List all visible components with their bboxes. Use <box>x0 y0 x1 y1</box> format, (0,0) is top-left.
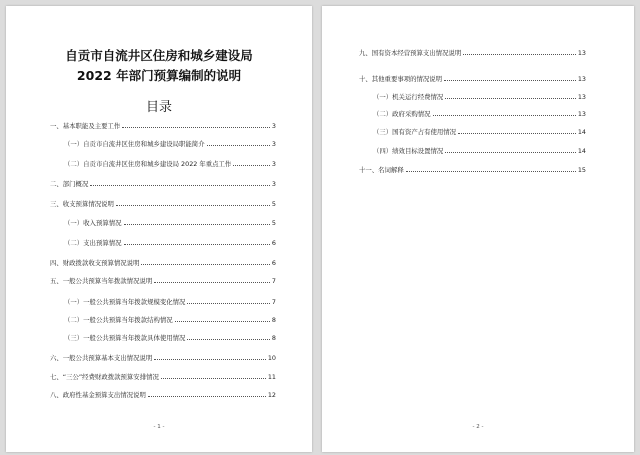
toc-entry-label: （二）自贡市自流井区住房和城乡建设局 2022 年重点工作 <box>64 159 232 168</box>
toc-entry[interactable] <box>50 386 276 398</box>
toc-entry-page: 3 <box>271 139 276 148</box>
toc-entry-label: 二、部门概况 <box>50 179 89 188</box>
toc-entry-label: （四）绩效目标设置情况 <box>373 146 444 155</box>
toc-entry[interactable] <box>373 105 586 117</box>
toc-entry-label: 四、财政拨款收支预算情况说明 <box>50 258 140 267</box>
toc-dot-leader <box>175 321 270 322</box>
toc-dot-leader <box>444 80 576 81</box>
toc-entry-page: 5 <box>271 199 276 208</box>
toc-entry[interactable] <box>50 272 276 284</box>
toc-entry-page: 3 <box>271 121 276 130</box>
toc-heading: 目录 <box>145 100 172 115</box>
toc-entry-label: （一）一般公共预算当年拨款规模变化情况 <box>64 297 186 306</box>
toc-entry[interactable] <box>64 135 276 147</box>
toc-entry[interactable] <box>359 70 586 82</box>
toc-entry-label: （一）收入预算情况 <box>64 218 122 227</box>
toc-entry-page: 8 <box>271 333 276 342</box>
toc-entry[interactable] <box>64 311 276 323</box>
toc-entry-page: 3 <box>271 179 276 188</box>
toc-entry[interactable] <box>64 329 276 341</box>
toc-entry-label: （一）自贡市自流井区住房和城乡建设局职能简介 <box>64 139 205 148</box>
toc-entry[interactable] <box>359 44 586 56</box>
toc-entry[interactable] <box>50 368 276 380</box>
toc-dot-leader <box>161 378 266 379</box>
toc-entry[interactable] <box>64 155 276 167</box>
toc-entry-page: 13 <box>577 74 586 83</box>
toc-entry-label: 八、政府性基金预算支出情况说明 <box>50 390 146 399</box>
page-number-right: - 2 - <box>472 424 484 430</box>
toc-entry-label: （二）一般公共预算当年拨款结构情况 <box>64 315 173 324</box>
toc-entry-page: 13 <box>577 92 586 101</box>
toc-entry-label: 六、一般公共预算基本支出情况说明 <box>50 353 153 362</box>
toc-entry[interactable] <box>64 293 276 305</box>
toc-entry[interactable] <box>373 123 586 135</box>
toc-entry[interactable] <box>359 161 586 173</box>
toc-entry-page: 3 <box>271 159 276 168</box>
toc-entry[interactable] <box>373 142 586 154</box>
toc-dot-leader <box>124 244 270 245</box>
toc-dot-leader <box>463 54 576 55</box>
toc-entry-page: 6 <box>271 258 276 267</box>
toc-entry-page: 5 <box>271 218 276 227</box>
toc-entry-label: （三）一般公共预算当年拨款具体使用情况 <box>64 333 186 342</box>
toc-dot-leader <box>154 359 266 360</box>
toc-entry[interactable] <box>50 117 276 129</box>
toc-dot-leader <box>154 282 270 283</box>
toc-entry[interactable] <box>50 254 276 266</box>
toc-entry-page: 8 <box>271 315 276 324</box>
toc-dot-leader <box>148 396 266 397</box>
toc-entry-label: 十一、名词解释 <box>359 165 404 174</box>
toc-entry-label: （二）政府采购情况 <box>373 109 431 118</box>
toc-entry-page: 14 <box>577 127 586 136</box>
toc-entry[interactable] <box>50 195 276 207</box>
toc-dot-leader <box>122 127 270 128</box>
toc-entry-page: 6 <box>271 238 276 247</box>
toc-entry[interactable] <box>64 214 276 226</box>
toc-dot-leader <box>233 165 270 166</box>
toc-dot-leader <box>458 133 576 134</box>
toc-entry[interactable] <box>50 349 276 361</box>
toc-entry-page: 13 <box>577 109 586 118</box>
toc-entry[interactable] <box>50 175 276 187</box>
toc-dot-leader <box>445 152 576 153</box>
toc-entry-page: 11 <box>267 372 276 381</box>
toc-entry-label: （一）机关运行经费情况 <box>373 92 444 101</box>
page-number-left: - 1 - <box>153 424 165 430</box>
toc-dot-leader <box>141 264 269 265</box>
toc-entry-label: 五、一般公共预算当年拨款情况说明 <box>50 276 153 285</box>
toc-dot-leader <box>116 205 270 206</box>
toc-dot-leader <box>207 145 270 146</box>
toc-entry-label: 七、“三公”经费财政拨款预算安排情况 <box>50 372 159 381</box>
toc-dot-leader <box>187 339 270 340</box>
toc-entry-label: （二）支出预算情况 <box>64 238 122 247</box>
toc-entry-label: 十、其他重要事项的情况说明 <box>359 74 443 83</box>
toc-entry-label: 九、国有资本经营预算支出情况说明 <box>359 48 462 57</box>
toc-entry-page: 7 <box>271 297 276 306</box>
document-page-1 <box>6 6 312 452</box>
toc-entry-page: 15 <box>577 165 586 174</box>
toc-entry-label: （三）国有资产占有使用情况 <box>373 127 457 136</box>
toc-entry-page: 12 <box>267 390 276 399</box>
toc-entry-label: 一、基本职能及主要工作 <box>50 121 121 130</box>
toc-entry-page: 10 <box>267 353 276 362</box>
toc-entry[interactable] <box>64 234 276 246</box>
toc-dot-leader <box>445 98 576 99</box>
toc-entry-page: 13 <box>577 48 586 57</box>
document-page-2 <box>322 6 634 452</box>
toc-dot-leader <box>406 171 576 172</box>
document-title-line-2: 2022 年部门预算编制的说明 <box>76 68 242 83</box>
toc-dot-leader <box>124 224 270 225</box>
toc-dot-leader <box>187 303 270 304</box>
toc-dot-leader <box>433 115 576 116</box>
toc-dot-leader <box>90 185 270 186</box>
toc-entry[interactable] <box>373 88 586 100</box>
toc-entry-page: 7 <box>271 276 276 285</box>
toc-entry-label: 三、收支预算情况说明 <box>50 199 114 208</box>
document-title-line-1: 自贡市自流井区住房和城乡建设局 <box>65 48 253 63</box>
toc-entry-page: 14 <box>577 146 586 155</box>
